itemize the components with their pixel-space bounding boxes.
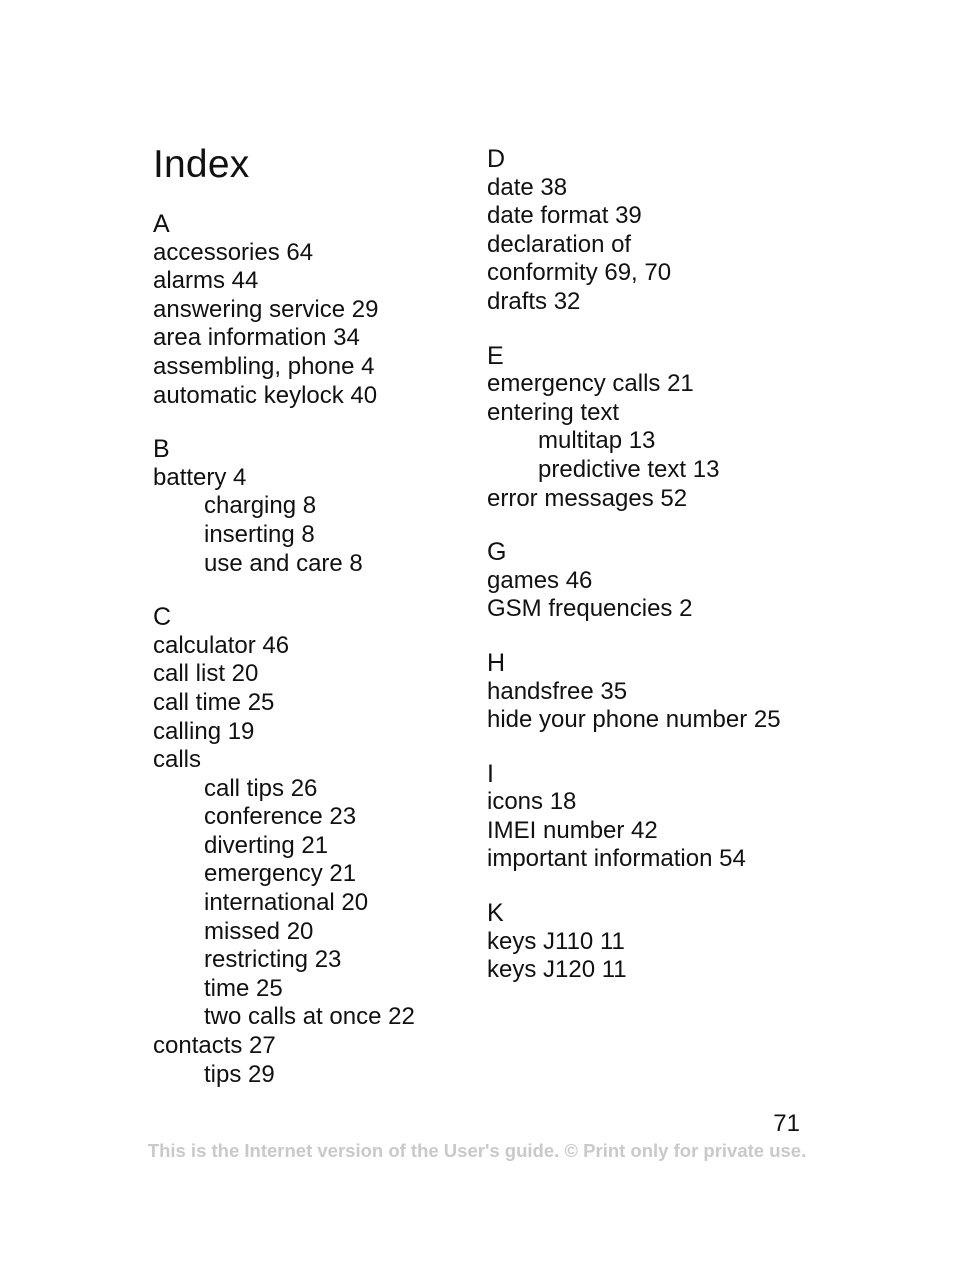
index-subentry: multitap 13 (538, 427, 656, 455)
index-entry: GSM frequencies 2 (487, 595, 693, 623)
index-entry: emergency calls 21 (487, 370, 694, 398)
index-entry: date 38 (487, 173, 568, 201)
index-entry: keys J120 11 (487, 956, 627, 984)
section-letter: H (487, 648, 506, 677)
section-letter: G (487, 538, 507, 567)
index-entry: entering text (487, 398, 620, 426)
index-subentry: diverting 21 (204, 831, 329, 859)
index-subentry: missed 20 (204, 917, 314, 945)
index-entry: battery 4 (153, 463, 247, 491)
index-entry: assembling, phone 4 (153, 352, 375, 380)
section-letter: C (153, 603, 172, 632)
index-entry: calling 19 (153, 717, 255, 745)
index-subentry: international 20 (204, 889, 369, 917)
index-entry: call time 25 (153, 688, 275, 716)
index-subentry: restricting 23 (204, 946, 342, 974)
index-subentry: charging 8 (204, 492, 317, 520)
index-entry: alarms 44 (153, 267, 259, 295)
section-letter: D (487, 145, 506, 173)
index-section-c (153, 603, 463, 1089)
index-subentry: predictive text 13 (538, 455, 720, 483)
index-section-h (487, 649, 847, 735)
index-column-right (487, 145, 847, 1010)
index-section-g (487, 538, 847, 624)
index-entry: important information 54 (487, 845, 746, 873)
index-subentry: inserting 8 (204, 520, 315, 548)
index-entry: drafts 32 (487, 287, 581, 315)
index-column-left (153, 210, 463, 1114)
page-number: 71 (773, 1110, 800, 1137)
index-entry: answering service 29 (153, 295, 379, 323)
index-entry: declaration of (487, 230, 632, 258)
index-subentry: time 25 (204, 974, 283, 1002)
index-section-b (153, 435, 463, 578)
page-title: Index (153, 143, 250, 186)
index-entry: keys J110 11 (487, 927, 625, 955)
section-letter: I (487, 759, 494, 788)
index-entry: call list 20 (153, 660, 259, 688)
index-subentry: use and care 8 (204, 549, 363, 577)
index-subentry: two calls at once 22 (204, 1003, 415, 1031)
index-subentry: conference 23 (204, 803, 357, 831)
section-letter: K (487, 899, 504, 928)
index-entry: calculator 46 (153, 631, 290, 659)
index-section-i (487, 760, 847, 874)
index-entry: calls (153, 746, 202, 774)
index-section-k (487, 899, 847, 985)
index-section-e (487, 342, 847, 514)
index-entry: accessories 64 (153, 238, 314, 266)
index-entry: conformity 69, 70 (487, 259, 672, 287)
index-entry: contacts 27 (153, 1032, 276, 1060)
index-subentry: tips 29 (204, 1060, 275, 1088)
index-entry: error messages 52 (487, 484, 688, 512)
footer-notice: This is the Internet version of the User's guide. © Print only for private use. (147, 1140, 807, 1161)
index-entry: icons 18 (487, 788, 577, 816)
section-letter: A (153, 210, 170, 238)
index-entry: handsfree 35 (487, 677, 628, 705)
index-entry: IMEI number 42 (487, 816, 658, 844)
index-entry: games 46 (487, 566, 593, 594)
section-letter: B (153, 435, 170, 464)
index-entry: hide your phone number 25 (487, 706, 781, 734)
index-section-a (153, 210, 463, 410)
index-entry: area information 34 (153, 324, 360, 352)
index-subentry: emergency 21 (204, 860, 357, 888)
index-subentry: call tips 26 (204, 774, 318, 802)
section-letter: E (487, 341, 504, 370)
index-section-d (487, 145, 847, 317)
index-entry: date format 39 (487, 202, 642, 230)
index-entry: automatic keylock 40 (153, 381, 378, 409)
